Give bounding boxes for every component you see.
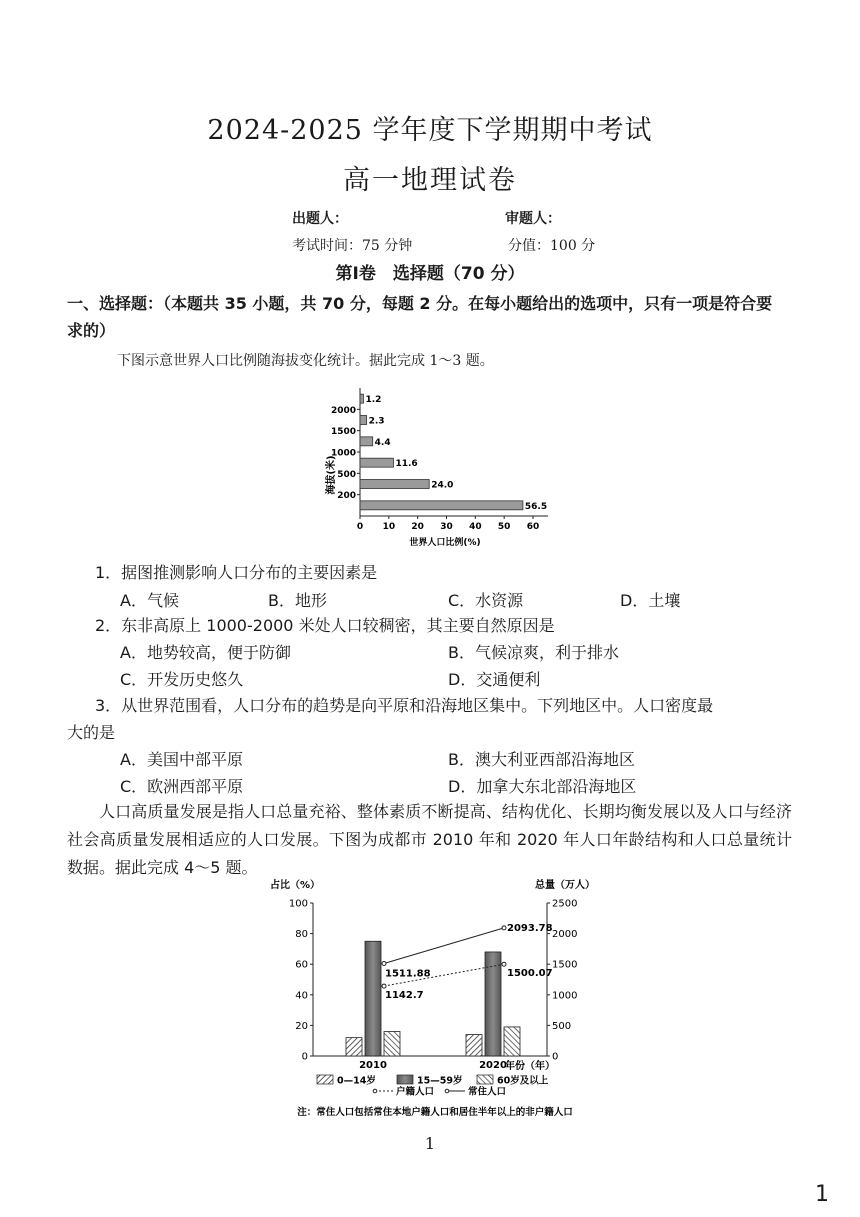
exam-time: 考试时间：75 分钟 [292, 238, 413, 254]
chart1-data-label: 1.2 [365, 395, 382, 406]
chart2-left-tick-label: 100 [288, 898, 308, 910]
chart1-x-axis-label: 世界人口比例(%) [409, 538, 481, 548]
altitude-population-chart [320, 380, 560, 555]
chart1-bar [360, 394, 363, 403]
chart2-bar [504, 1027, 520, 1056]
chart1-y-axis-label: 海拔(米) [326, 455, 337, 495]
q2-option-b[interactable]: B．气候凉爽，利于排水 [448, 643, 619, 662]
chart1-data-label: 24.0 [431, 480, 454, 491]
chart2-right-tick-label: 2500 [552, 898, 578, 910]
reviewer-label: 审题人： [505, 211, 561, 227]
chart2-left-tick-label: 60 [295, 959, 308, 971]
chart1-x-tick-label: 60 [526, 522, 540, 532]
chart2-bar [346, 1038, 362, 1056]
chart1-x-tick-label: 10 [382, 522, 396, 532]
chart1-y-tick-label: 2000 [330, 405, 356, 416]
q1-option-b[interactable]: B．地形 [268, 591, 327, 610]
q2-option-c[interactable]: C．开发历史悠久 [120, 670, 244, 689]
chart1-x-tick-label: 50 [497, 522, 511, 532]
section-instruction: 一、选择题：（本题共 35 小题，共 70 分，每题 2 分。在每小题给出的选项中，只有一项是符合要求的） [67, 294, 773, 340]
group2-intro: 人口高质量发展是指人口总量充裕、整体素质不断提高、结构优化、长期均衡发展以及人口与经济社会高质量发展相适应的人口发展。下图为成都市 2010 年和 2020 年人口年龄结构和人口总量统计数据。据此完成 4～5 题。 [67, 802, 792, 877]
chart2-bar [466, 1035, 482, 1056]
chart2-left-tick-label: 20 [295, 1020, 308, 1032]
chart1-bar [360, 416, 367, 425]
q3-stem-line1: 3．从世界范围看，人口分布的趋势是向平原和沿海地区集中。下列地区中。人口密度最 [95, 696, 714, 715]
chart2-legend-swatch [477, 1075, 493, 1084]
q3-stem-line2: 大的是 [67, 723, 116, 742]
group1-intro: 下图示意世界人口比例随海拔变化统计。据此完成 1～3 题。 [117, 353, 494, 369]
chart2-right-axis-label: 总量（万人） [535, 880, 595, 891]
chart1-data-label: 56.5 [524, 501, 548, 512]
q3-option-c[interactable]: C．欧洲西部平原 [120, 777, 244, 796]
chart2-line-point [382, 961, 386, 965]
chart1-bar [360, 458, 393, 467]
q1-stem: 1．据图推测影响人口分布的主要因素是 [95, 563, 378, 582]
chart1-bar [360, 480, 429, 489]
chart2-legend-swatch [317, 1075, 333, 1084]
exam-subtitle: 高一地理试卷 [343, 165, 517, 196]
chart2-bar [384, 1032, 400, 1056]
chart2-legend-label: 常住人口 [468, 1086, 507, 1098]
chengdu-population-chart [265, 875, 605, 1120]
chart2-line-point [502, 926, 506, 930]
corner-page-number: 1 [815, 1182, 829, 1207]
setter-label: 出题人： [292, 211, 348, 227]
chart2-note: 注：常住人口包括常住本地户籍人口和居住半年以上的非户籍人口 [297, 1107, 573, 1118]
exam-title: 2024-2025 学年度下学期期中考试 [207, 115, 653, 146]
chart2-right-tick-label: 0 [552, 1051, 559, 1063]
chart1-bar [360, 501, 523, 510]
chart2-left-tick-label: 40 [295, 990, 308, 1002]
page-number: 1 [424, 1134, 436, 1153]
chart2-right-tick-label: 1500 [552, 959, 578, 971]
chart2-left-tick-label: 80 [295, 929, 308, 941]
chart2-line-point [502, 962, 506, 966]
chart1-x-tick-label: 40 [469, 522, 482, 532]
chart1-y-tick-label: 200 [337, 491, 356, 502]
q1-option-a[interactable]: A．气候 [120, 591, 179, 610]
chart2-legend-label: 15—59岁 [417, 1075, 463, 1087]
chart2-line-label: 1142.7 [385, 990, 424, 1002]
chart1-x-tick-label: 0 [356, 522, 364, 532]
chart1-y-tick-label: 1000 [330, 448, 356, 459]
q1-option-d[interactable]: D．土壤 [620, 591, 681, 610]
chart1-x-tick-label: 20 [411, 522, 424, 532]
chart2-legend-point [445, 1089, 449, 1093]
chart1-y-tick-label: 1500 [330, 427, 356, 438]
chart2-right-tick-label: 500 [552, 1020, 572, 1032]
q3-option-b[interactable]: B．澳大利亚西部沿海地区 [448, 750, 635, 769]
q2-stem: 2．东非高原上 1000-2000 米处人口较稠密，其主要自然原因是 [95, 616, 555, 635]
section-title: 第I卷 选择题（70 分） [335, 264, 525, 284]
chart2-x-axis-label: 年份（年） [505, 1061, 555, 1072]
chart2-line-point [382, 984, 386, 988]
chart2-legend-point [373, 1089, 377, 1093]
chart1-data-label: 11.6 [395, 459, 418, 470]
chart1-bar [360, 437, 373, 446]
q2-option-a[interactable]: A．地势较高，便于防御 [120, 643, 291, 662]
chart2-legend-label: 0—14岁 [337, 1075, 376, 1087]
exam-score: 分值：100 分 [508, 238, 596, 254]
chart2-right-tick-label: 1000 [552, 990, 578, 1002]
chart2-line-label: 2093.78 [507, 922, 553, 934]
chart2-bar [365, 941, 381, 1056]
chart2-x-tick-label: 2020 [479, 1060, 507, 1071]
chart2-legend-swatch [397, 1075, 413, 1084]
chart1-x-tick-label: 30 [440, 522, 453, 532]
chart2-legend-label: 60岁及以上 [497, 1075, 549, 1087]
q2-option-d[interactable]: D．交通便利 [448, 670, 541, 689]
chart2-line-label: 1511.88 [385, 968, 431, 980]
chart1-y-tick-label: 500 [337, 469, 356, 480]
chart2-legend-label: 户籍人口 [396, 1086, 435, 1098]
chart2-line-label: 1500.07 [507, 968, 553, 980]
q3-option-a[interactable]: A．美国中部平原 [120, 750, 243, 769]
q3-option-d[interactable]: D．加拿大东北部沿海地区 [448, 777, 637, 796]
chart2-left-axis-label: 占比（%） [269, 880, 321, 891]
chart2-right-tick-label: 2000 [552, 929, 578, 941]
chart2-left-tick-label: 0 [301, 1051, 308, 1063]
chart2-x-tick-label: 2010 [359, 1060, 387, 1071]
chart1-data-label: 2.3 [368, 416, 385, 427]
chart1-data-label: 4.4 [374, 437, 391, 448]
q1-option-c[interactable]: C．水资源 [448, 591, 524, 610]
